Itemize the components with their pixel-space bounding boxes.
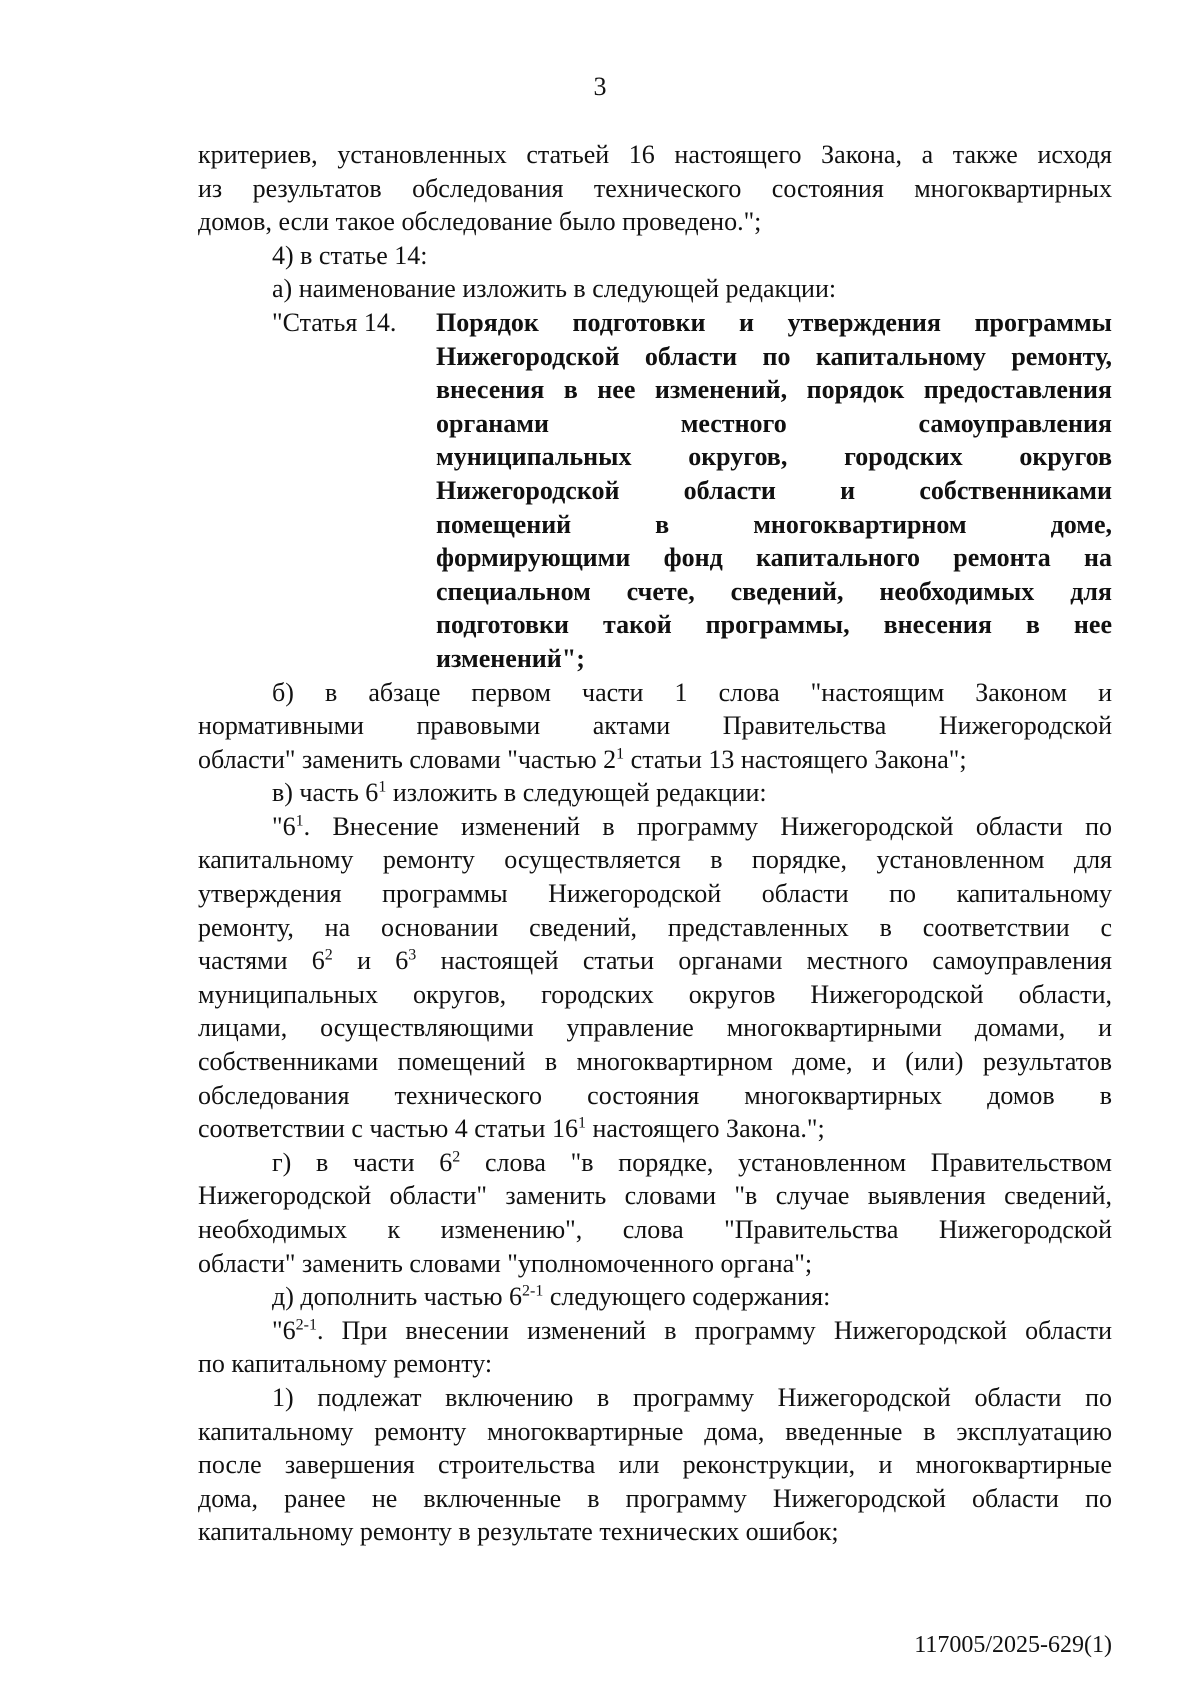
heading-line: муниципальных округов, городских округов: [436, 442, 1112, 472]
text-line: 1) подлежат включению в программу Нижегородской области по: [272, 1382, 1112, 1412]
text-line: капитальному ремонту многоквартирные дома, введенные в эксплуатацию: [198, 1416, 1112, 1446]
heading-line: Нижегородской области по капитальному ремонту,: [436, 341, 1112, 371]
heading-line: Порядок подготовки и утверждения программы: [436, 307, 1112, 337]
heading-line: Нижегородской области и собственниками: [436, 475, 1112, 505]
text-line: ремонту, на основании сведений, представленных в соответствии с: [198, 912, 1112, 942]
text-line: области" заменить словами "уполномоченного органа";: [198, 1248, 813, 1278]
text-line: критериев, установленных статьей 16 настоящего Закона, а также исходя: [198, 140, 1112, 169]
text-line: частями $6^2$ и $6^3$ настоящей статьи органами местного самоуправления: [198, 946, 1112, 976]
heading-line: изменений";: [436, 643, 585, 673]
text-line: б) в абзаце первом части 1 слова "настоящим Законом и: [272, 677, 1112, 707]
text-line: дома, ранее не включенные в программу Нижегородской области по: [198, 1483, 1112, 1513]
heading-line: внесения в нее изменений, порядок предоставления: [436, 375, 1112, 405]
article-label: "Статья 14.: [272, 307, 397, 337]
text-line: лицами, осуществляющими управление многоквартирными домами, и: [198, 1013, 1112, 1043]
article-heading: [198, 306, 1112, 676]
text-line: собственниками помещений в многоквартирном доме, и (или) результатов: [198, 1047, 1112, 1077]
text-line: а) наименование изложить в следующей редакции:: [272, 274, 837, 304]
text-line: по капитальному ремонту:: [198, 1349, 493, 1379]
heading-line: подготовки такой программы, внесения в нее: [436, 610, 1112, 640]
heading-line: органами местного самоуправления: [436, 408, 1112, 438]
text-line: из результатов обследования технического состояния многоквартирных: [198, 173, 1112, 203]
document-code: 117005/2025-629(1): [914, 1632, 1112, 1658]
text-line: "$6^1$. Внесение изменений в программу Нижегородской области по: [272, 811, 1112, 841]
heading-line: формирующими фонд капитального ремонта на: [436, 543, 1112, 573]
heading-line: специальном счете, сведений, необходимых для: [436, 576, 1112, 606]
text-line: 4) в статье 14:: [272, 240, 428, 270]
text-line: в) часть $6^1$ изложить в следующей редакции:: [272, 778, 767, 808]
text-line: домов, если такое обследование было проведено.";: [198, 207, 762, 237]
text-line: д) дополнить частью 6$^{2-1}$ следующего содержания:: [272, 1282, 831, 1312]
text-line: капитальному ремонту в результате технических ошибок;: [198, 1517, 839, 1547]
text-line: соответствии с частью 4 статьи $16^1$ настоящего Закона.";: [198, 1114, 825, 1144]
heading-line: помещений в многоквартирном доме,: [436, 509, 1112, 539]
text-line: необходимых к изменению", слова "Правительства Нижегородской: [198, 1215, 1112, 1244]
text-line: капитальному ремонту осуществляется в порядке, установленном для: [198, 845, 1112, 875]
text-line: после завершения строительства или реконструкции, и многоквартирные: [198, 1450, 1112, 1480]
text-line: "6$^{2-1}$. При внесении изменений в программу Нижегородской области: [272, 1315, 1112, 1345]
text-line: г) в части $6^2$ слова "в порядке, установленном Правительством: [272, 1147, 1112, 1177]
text-line: муниципальных округов, городских округов Нижегородской области,: [198, 979, 1112, 1009]
text-line: утверждения программы Нижегородской области по капитальному: [198, 879, 1112, 909]
text-line: обследования технического состояния многоквартирных домов в: [198, 1080, 1112, 1110]
article-title: [436, 306, 1112, 676]
text-line: области" заменить словами "частью $2^1$ статьи 13 настоящего Закона";: [198, 744, 967, 774]
text-line: нормативными правовыми актами Правительства Нижегородской: [198, 711, 1112, 741]
document-body: [198, 138, 1112, 1549]
text-line: Нижегородской области" заменить словами "в случае выявления сведений,: [198, 1181, 1112, 1211]
page-number: 3: [593, 72, 607, 101]
